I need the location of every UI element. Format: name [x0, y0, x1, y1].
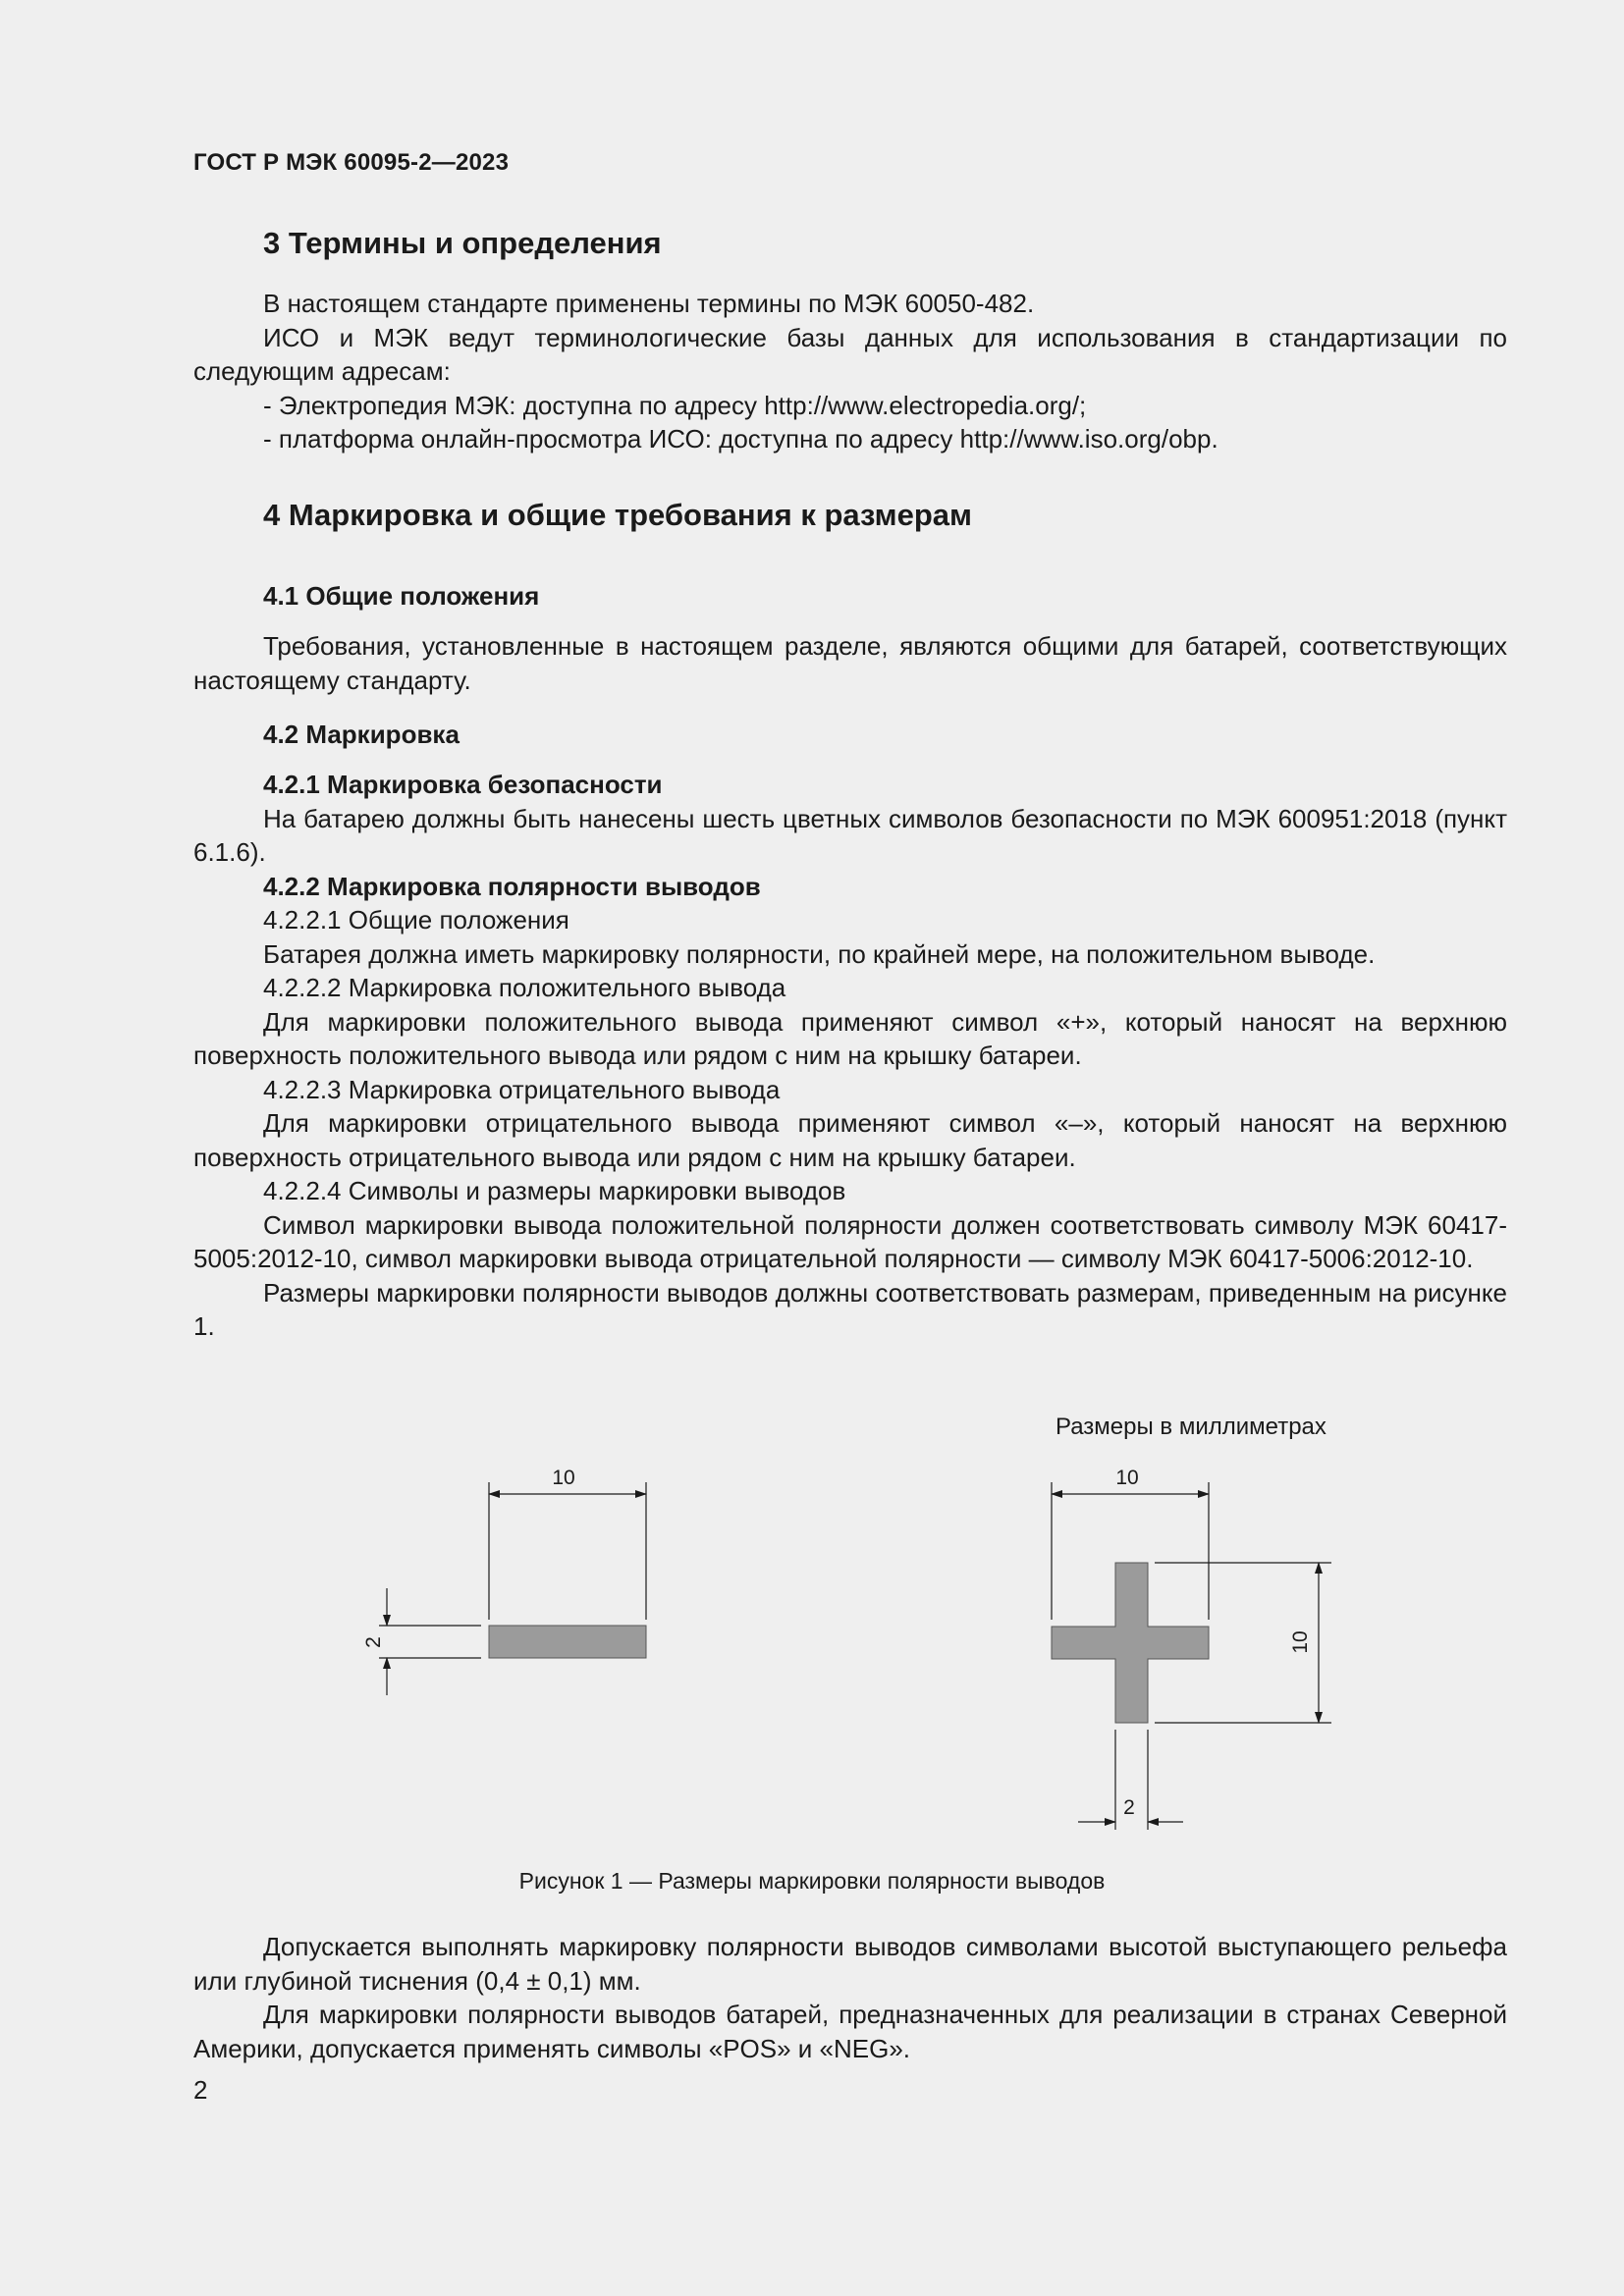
plus-bar-label: 2 — [1123, 1796, 1135, 1819]
clause-title: 4.2.2.3 Маркировка отрицательного вывода — [263, 1074, 781, 1104]
list-item: - платформа онлайн-просмотра ИСО: доступна по адресу http://www.iso.org/obp. — [263, 424, 1218, 454]
clause-title: 4.2.2.4 Символы и размеры маркировки выводов — [263, 1176, 846, 1205]
paragraph: Требования, установленные в настоящем разделе, являются общими для батарей, соответствующих настоящему стандарту. — [193, 631, 1507, 695]
plus-symbol — [1052, 1563, 1209, 1723]
plus-height-label: 10 — [1289, 1630, 1312, 1654]
plus-width-label: 10 — [1115, 1467, 1139, 1489]
page-number: 2 — [193, 2075, 208, 2105]
paragraph: Размеры маркировки полярности выводов должны соответствовать размерам, приведенным на рисунке 1. — [193, 1277, 1507, 1341]
paragraph: Для маркировки полярности выводов батарей, предназначенных для реализации в странах Северной Америки, допускается применять символы «POS» и «NEG». — [193, 2000, 1507, 2063]
paragraph: Для маркировки отрицательного вывода применяют символ «–», который наносят на верхнюю поверхность отрицательного вывода или рядом с ним на крышку батареи. — [193, 1108, 1507, 1172]
section-4-title: 4 Маркировка и общие требования к размерам — [263, 498, 972, 532]
paragraph: Символ маркировки вывода положительной полярности должен соответствовать символу МЭК 60417-5005:2012-10, символ маркировки вывода отрицательной полярности — символу МЭК 60417-5006:2012-10. — [193, 1209, 1507, 1273]
subsection-title: 4.2.2 Маркировка полярности выводов — [263, 871, 761, 901]
clause-title: 4.2.2.2 Маркировка положительного вывода — [263, 973, 786, 1002]
figure-units-note: Размеры в миллиметрах — [1056, 1414, 1326, 1440]
subsection-title: 4.2.1 Маркировка безопасности — [263, 770, 663, 799]
minus-width-label: 10 — [552, 1467, 575, 1489]
paragraph: На батарею должны быть нанесены шесть цветных символов безопасности по МЭК 600951:2018 (пункт 6.1.6). — [193, 803, 1507, 867]
list-item: - Электропедия МЭК: доступна по адресу http://www.electropedia.org/; — [263, 390, 1087, 420]
paragraph: В настоящем стандарте применены термины по МЭК 60050-482. — [263, 289, 1035, 318]
paragraph: Для маркировки положительного вывода применяют символ «+», который наносят на верхнюю поверхность положительного вывода или рядом с ним на крышку батареи. — [193, 1006, 1507, 1070]
figure-caption: Рисунок 1 — Размеры маркировки полярности выводов — [518, 1868, 1106, 1894]
paragraph: Допускается выполнять маркировку полярности выводов символами высотой выступающего рельефа или глубиной тиснения (0,4 ± 0,1) мм. — [193, 1932, 1507, 1996]
subsection-title: 4.2 Маркировка — [263, 720, 460, 749]
clause-title: 4.2.2.1 Общие положения — [263, 905, 569, 934]
post-figure-text — [193, 1930, 1507, 2065]
paragraph: ИСО и МЭК ведут терминологические базы данных для использования в стандартизации по следующим адресам: — [193, 322, 1507, 386]
paragraph: Батарея должна иметь маркировку полярности, по крайней мере, на положительном выводе. — [263, 938, 1376, 969]
section-3-title: 3 Термины и определения — [263, 226, 662, 260]
minus-symbol — [489, 1626, 646, 1658]
subsection-title: 4.1 Общие положения — [263, 581, 540, 611]
document-header: ГОСТ Р МЭК 60095-2—2023 — [193, 149, 510, 176]
minus-height-label: 2 — [362, 1636, 385, 1648]
